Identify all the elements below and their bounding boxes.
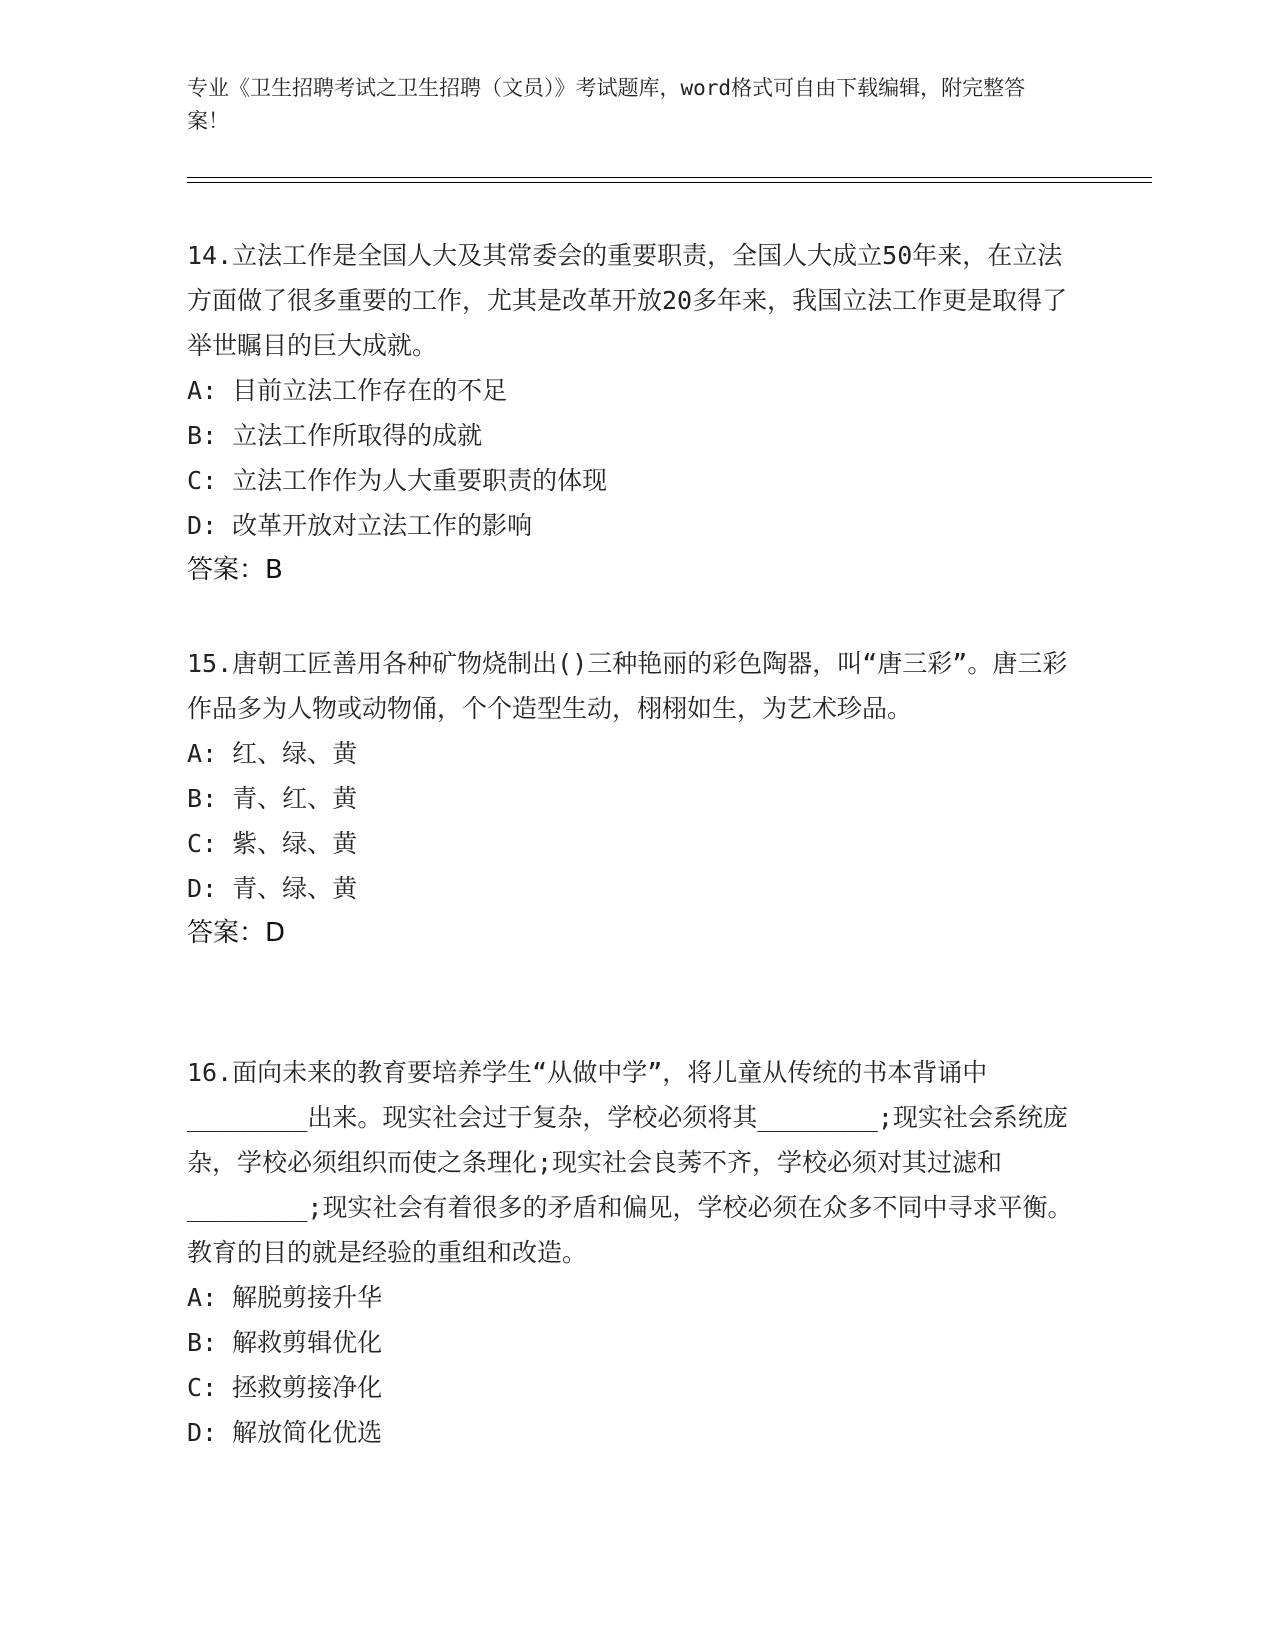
option-c: C: 拯救剪接净化 [187, 1373, 383, 1402]
option-a: A: 解脱剪接升华 [187, 1283, 383, 1312]
question-15 [187, 641, 1077, 956]
header-rule-top [187, 177, 1152, 178]
option-c: C: 立法工作作为人大重要职责的体现 [187, 466, 608, 495]
answer-line: 答案：D [187, 918, 286, 948]
question-16 [187, 1050, 1077, 1455]
option-d: D: 解放简化优选 [187, 1418, 383, 1447]
option-a: A: 红、绿、黄 [187, 739, 358, 768]
question-text: 15.唐朝工匠善用各种矿物烧制出()三种艳丽的彩色陶器，叫“唐三彩”。唐三彩作品多为人物或动物俑，个个造型生动，栩栩如生，为艺术珍品。 [187, 649, 1068, 723]
option-d: D: 改革开放对立法工作的影响 [187, 511, 533, 540]
question-text: 14.立法工作是全国人大及其常委会的重要职责，全国人大成立50年来，在立法方面做了很多重要的工作，尤其是改革开放20多年来，我国立法工作更是取得了举世瞩目的巨大成就。 [187, 241, 1068, 360]
header-rule-bottom [187, 182, 1152, 183]
option-b: B: 立法工作所取得的成就 [187, 421, 483, 450]
answer-line: 答案：B [187, 555, 283, 585]
header-text: 专业《卫生招聘考试之卫生招聘（文员）》考试题库，word格式可自由下载编辑，附完整答案！ [187, 76, 1026, 133]
option-d: D: 青、绿、黄 [187, 874, 358, 903]
option-b: B: 青、红、黄 [187, 784, 358, 813]
option-c: C: 紫、绿、黄 [187, 829, 358, 858]
option-b: B: 解救剪辑优化 [187, 1328, 383, 1357]
question-14 [187, 233, 1077, 593]
question-text: 16.面向未来的教育要培养学生“从做中学”，将儿童从传统的书本背诵中________出来。现实社会过于复杂，学校必须将其________;现实社会系统庞杂，学校必须组织而使之条理化;现实社会良莠不齐，学校必须对其过滤和________;现实社会有着很多的矛盾和偏见，学校必须在众多不同中寻求平衡。教育的目的就是经验的重组和改造。 [187, 1058, 1073, 1267]
option-a: A: 目前立法工作存在的不足 [187, 376, 508, 405]
